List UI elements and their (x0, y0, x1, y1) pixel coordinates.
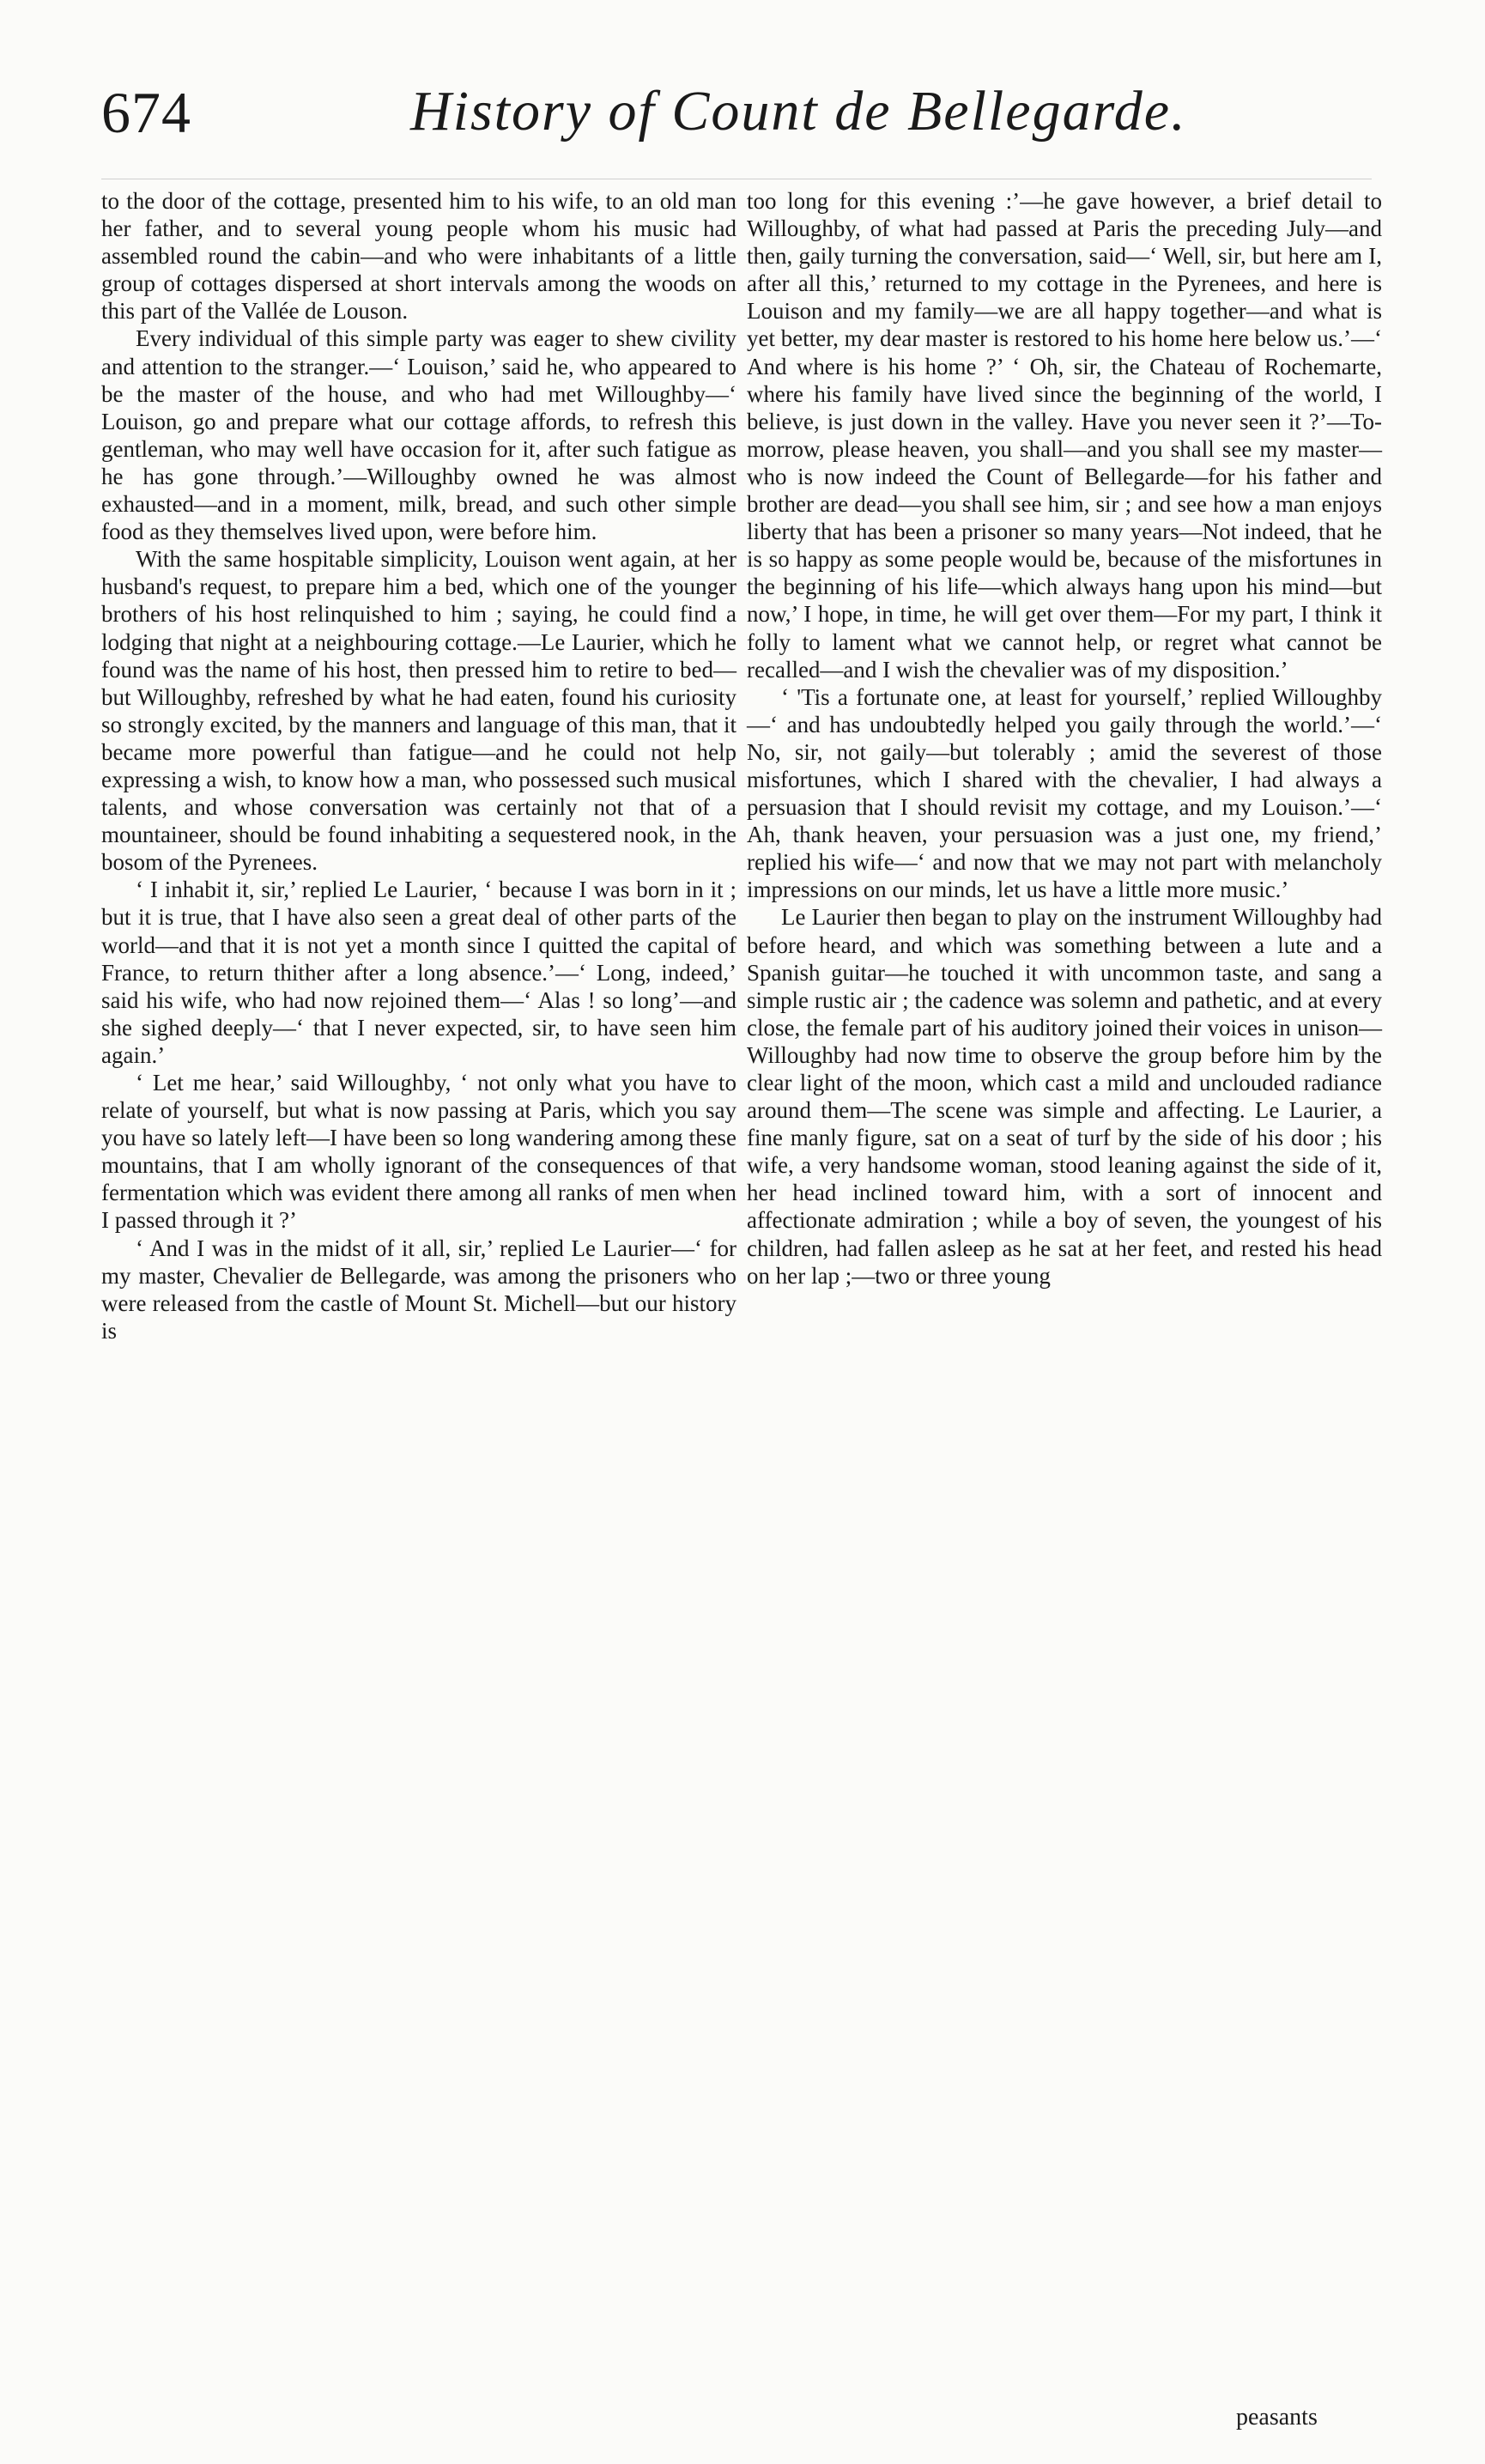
running-title: History of Count de Bellegarde. (410, 80, 1187, 143)
paragraph: to the door of the cottage, presented him to his wife, to an old man her father, and to several young people whom his music had assembled round the cabin—and who were inhabitants of a little group of cottages dispersed at short intervals among the woods on this part of the Vallée de Louson. (101, 188, 736, 325)
page-number: 674 (101, 80, 191, 145)
page-header (101, 79, 1389, 173)
right-column (747, 187, 1382, 1290)
paragraph: ‘ And I was in the midst of it all, sir,’ replied Le Laurier—‘ for my master, Chevalier de Bellegarde, was among the prisoners who were released from the castle of Mount St. Michell—but our history is (101, 1235, 736, 1344)
paragraph: Le Laurier then began to play on the instrument Willoughby had before heard, and which was something between a lute and a Spanish guitar—he touched it with uncommon taste, and sang a simple rustic air ; the cadence was solemn and pathetic, and at every close, the female part of his auditory joined their voices in unison—Willoughby had now time to observe the group before him by the clear light of the moon, which cast a mild and unclouded radiance around them—The scene was simple and affecting. Le Laurier, a fine manly figure, sat on a seat of turf by the side of his door ; his wife, a very handsome woman, stood leaning against the side of it, her head inclined toward him, with a sort of innocent and affectionate admiration ; while a boy of seven, the youngest of his children, had fallen asleep as he sat at her feet, and rested his head on her lap ;—two or three young (747, 904, 1382, 1289)
left-column (101, 187, 736, 1344)
paragraph: Every individual of this simple party was eager to shew civility and attention to the stranger.—‘ Louison,’ said he, who appeared to be the master of the house, and who had met Willoughby—‘ Louison, go and prepare what our cottage affords, to refresh this gentleman, who may well have occasion for it, after such fatigue as he has gone through.’—Willoughby owned he was almost exhausted—and in a moment, milk, bread, and such other simple food as they themselves lived upon, were before him. (101, 325, 736, 545)
paragraph: too long for this evening :’—he gave however, a brief detail to Willoughby, of what had passed at Paris the preceding July—and then, gaily turning the conversation, said—‘ Well, sir, but here am I, after all this,’ returned to my cottage in the Pyrenees, and here is Louison and my family—we are all happy together—and what is yet better, my dear master is restored to his home here below us.’—‘ And where is his home ?’ ‘ Oh, sir, the Chateau of Rochemarte, where his family have lived since the beginning of the world, I believe, is just down in the valley. Have you never seen it ?’—To-morrow, please heaven, you shall—and you shall see my master—who is now indeed the Count of Bellegarde—for his father and brother are dead—you shall see him, sir ; and see how a man enjoys liberty that has been a prisoner so many years—Not indeed, that he is so happy as some people would be, because of the misfortunes in the beginning of his life—which always hang upon his mind—but now,’ I hope, in time, he will get over them—For my part, I think it folly to lament what we cannot help, or regret what cannot be recalled—and I wish the chevalier was of my disposition.’ (747, 188, 1382, 683)
paragraph: ‘ Let me hear,’ said Willoughby, ‘ not only what you have to relate of yourself, but what is now passing at Paris, which you say you have so lately left—I have been so long wandering among these mountains, that I am wholly ignorant of the consequences of that fermentation which was evident there among all ranks of men when I passed through it ?’ (101, 1070, 736, 1234)
paragraph: ‘ I inhabit it, sir,’ replied Le Laurier, ‘ because I was born in it ; but it is true, that I have also seen a great deal of other parts of the world—and that it is not yet a month since I quitted the capital of France, to return thither after a long absence.’—‘ Long, indeed,’ said his wife, who had now rejoined them—‘ Alas ! so long’—and she sighed deeply—‘ that I never expected, sir, to have seen him again.’ (101, 877, 736, 1068)
catchword: peasants (1236, 2404, 1318, 2431)
paragraph: ‘ 'Tis a fortunate one, at least for yourself,’ replied Willoughby—‘ and has undoubtedly helped you gaily through the world.’—‘ No, sir, not gaily—but tolerably ; amid the severest of those misfortunes, which I shared with the chevalier, I had always a persuasion that I should revisit my cottage, and my Louison.’—‘ Ah, thank heaven, your persuasion was a just one, my friend,’ replied his wife—‘ and now that we may not part with melancholy impressions on our minds, let us have a little more music.’ (747, 683, 1382, 903)
paragraph: With the same hospitable simplicity, Louison went again, at her husband's request, to prepare him a bed, which one of the younger brothers of his host relinquished to him ; saying, he could find a lodging that night at a neighbouring cottage.—Le Laurier, which he found was the name of his host, then pressed him to retire to bed—but Willoughby, refreshed by what he had eaten, found his curiosity so strongly excited, by the manners and language of this man, that it became more powerful than fatigue—and he could not help expressing a wish, to know how a man, who possessed such musical talents, and whose conversation was certainly not that of a mountaineer, should be found inhabiting a sequestered nook, in the bosom of the Pyrenees. (101, 546, 736, 876)
